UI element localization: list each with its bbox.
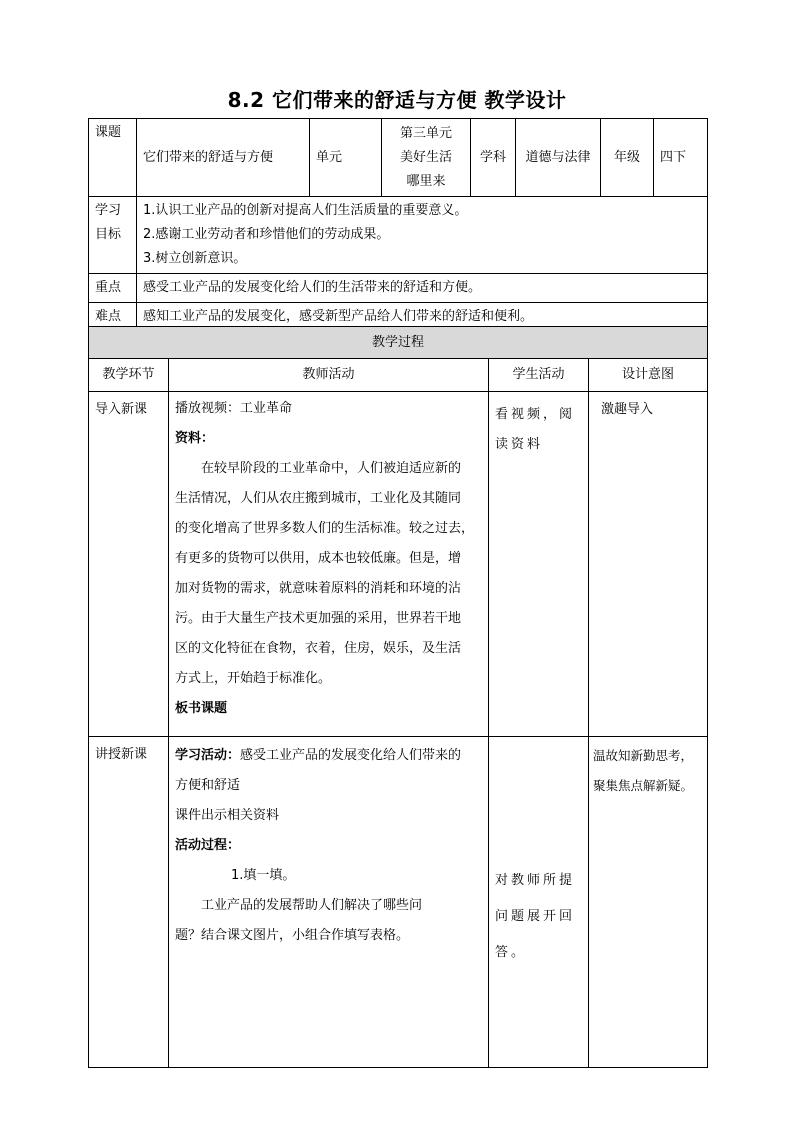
topic-value: 它们带来的舒适与方便 <box>137 119 310 197</box>
goals-row <box>89 197 708 274</box>
material-text: 在较早阶段的工业革命中，人们被迫适应新的 <box>201 461 462 476</box>
goals-label: 学习 目标 <box>89 197 137 274</box>
student-activity-lecture: 对教师所提 问题展开回 答。 <box>489 737 589 1068</box>
subject-label: 学科 <box>471 119 516 197</box>
intent-intro: 激趣导入 <box>589 392 708 737</box>
stage-lecture: 讲授新课 <box>89 737 169 1068</box>
subject-value: 道德与法律 <box>516 119 601 197</box>
col-header-stage: 教学环节 <box>89 359 169 392</box>
intro-row <box>89 392 708 737</box>
topic-label: 课题 <box>89 119 137 197</box>
key-value: 感受工业产品的发展变化给人们的生活带来的舒适和方便。 <box>137 274 708 303</box>
material-text: 污。由于大量生产技术更加强的采用，世界若干地 <box>175 611 462 626</box>
activity-line <box>175 741 482 771</box>
material-text: 区的文化特征在食物，衣着，住房，娱乐，及生活 <box>175 641 462 656</box>
lecture-row <box>89 737 708 1068</box>
material-text: 方式上，开始趋于标准化。 <box>175 671 332 686</box>
teacher-activity-lecture <box>169 737 489 1068</box>
step-line: 1.填一填。 <box>231 868 296 883</box>
goals-list <box>137 197 708 274</box>
question-line: 工业产品的发展帮助人们解决了哪些问 <box>201 898 423 913</box>
question-line: 题？结合课文图片，小组合作填写表格。 <box>175 928 410 943</box>
column-header-row <box>89 359 708 392</box>
col-header-student: 学生活动 <box>489 359 589 392</box>
key-point-row <box>89 274 708 303</box>
unit-label: 单元 <box>310 119 382 197</box>
intent-lecture: 温故知新勤思考， 聚集焦点解新疑。 <box>589 737 708 1068</box>
stage-intro: 导入新课 <box>89 392 169 737</box>
board-title: 板书课题 <box>175 701 228 716</box>
unit-value: 第三单元 美好生活 哪里来 <box>382 119 471 197</box>
page-title: 8.2 它们带来的舒适与方便 教学设计 <box>227 88 567 112</box>
goal-item: 2.感谢工业劳动者和珍惜他们的劳动成果。 <box>143 227 390 242</box>
process-header: 教学过程 <box>89 327 708 359</box>
col-header-teacher: 教师活动 <box>169 359 489 392</box>
lesson-info-table <box>88 118 708 332</box>
material-text: 有更多的货物可以供用，成本也较低廉。但是，增 <box>175 551 462 566</box>
material-text: 生活情况，人们从农庄搬到城市，工业化及其随同 <box>175 491 462 506</box>
material-text: 加对货物的需求，就意味着原料的消耗和环境的沾 <box>175 581 462 596</box>
grade-value: 四下 <box>654 119 708 197</box>
topic-row <box>89 119 708 197</box>
difficulty-value: 感知工业产品的发展变化，感受新型产品给人们带来的舒适和便利。 <box>137 303 708 332</box>
key-label: 重点 <box>89 274 137 303</box>
activity-text: 感受工业产品的发展变化给人们带来的 <box>240 748 462 763</box>
courseware-line: 课件出示相关资料 <box>175 808 280 823</box>
goal-item: 1.认识工业产品的创新对提高人们生活质量的重要意义。 <box>143 203 468 218</box>
grade-label: 年级 <box>601 119 654 197</box>
video-line: 播放视频：工业革命 <box>175 401 293 416</box>
process-header-row <box>89 327 708 359</box>
teaching-process-table <box>88 326 708 1068</box>
student-activity-intro: 看视频，阅 读资料 <box>489 392 589 737</box>
process-label: 活动过程： <box>175 838 241 853</box>
teacher-activity-intro <box>169 392 489 737</box>
material-label: 资料： <box>175 431 215 446</box>
col-header-intent: 设计意图 <box>589 359 708 392</box>
goal-item: 3.树立创新意识。 <box>143 251 247 266</box>
material-text: 的变化增高了世界多数人们的生活标准。较之过去， <box>175 521 475 536</box>
activity-label: 学习活动： <box>175 748 241 763</box>
difficulty-label: 难点 <box>89 303 137 332</box>
activity-text: 方便和舒适 <box>175 778 241 793</box>
